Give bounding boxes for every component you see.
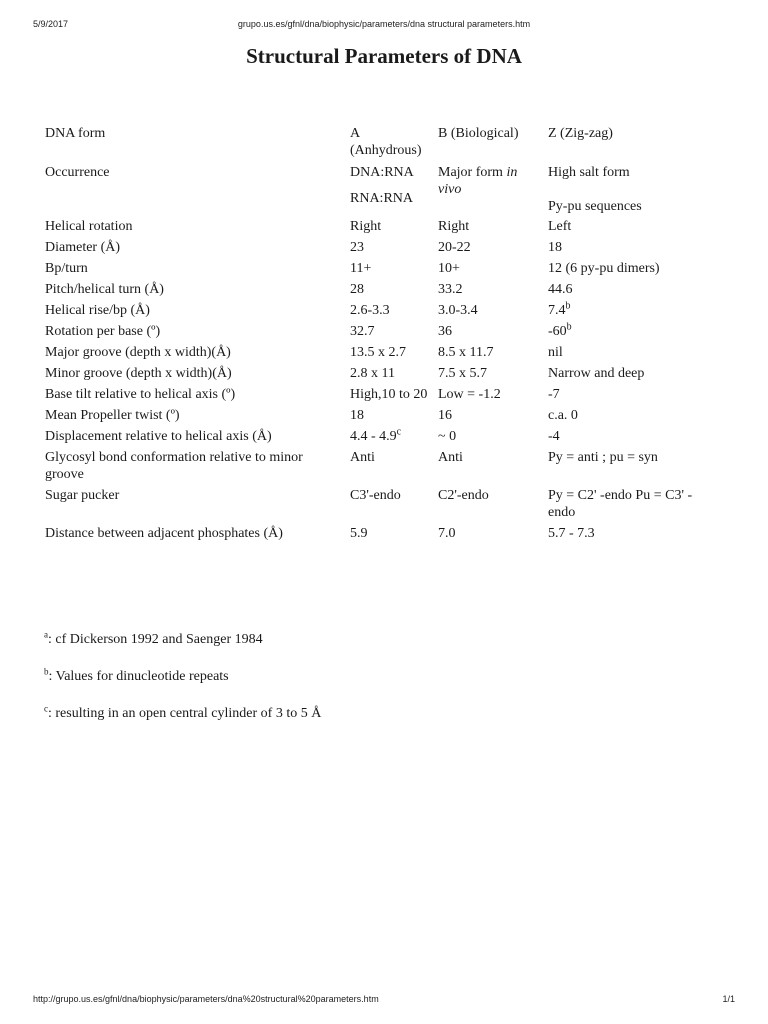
print-header-url: grupo.us.es/gfnl/dna/biophysic/parameters/dna structural parameters.htm bbox=[237, 19, 531, 29]
table-row bbox=[42, 302, 721, 323]
cell-b bbox=[435, 302, 545, 323]
cell-b-value: Right bbox=[438, 219, 470, 234]
row-label bbox=[42, 449, 347, 487]
footnote-a-mark: a bbox=[44, 629, 48, 640]
row-label-text: Major groove (depth x width)(Å) bbox=[45, 345, 231, 360]
print-footer-url: http://grupo.us.es/gfnl/dna/biophysic/parameters/dna%20structural%20parameters.htm bbox=[33, 994, 379, 1004]
cell-a-value: Anti bbox=[350, 450, 375, 465]
cell-a bbox=[347, 344, 435, 365]
row-label bbox=[42, 386, 347, 407]
cell-a bbox=[347, 428, 435, 449]
cell-b-value: 36 bbox=[438, 324, 452, 339]
cell-z bbox=[545, 428, 721, 449]
footnote-b bbox=[44, 666, 229, 685]
cell-z-value: 5.7 - 7.3 bbox=[548, 526, 595, 541]
cell-a bbox=[347, 239, 435, 260]
cell-b-value: 33.2 bbox=[438, 282, 463, 297]
row-label-text: Sugar pucker bbox=[45, 488, 120, 503]
row-label bbox=[42, 487, 347, 525]
cell-z-line1: High salt form bbox=[548, 165, 630, 180]
cell-z bbox=[545, 218, 721, 239]
footnote-reference: b bbox=[565, 300, 571, 312]
footnote-reference: b bbox=[566, 321, 572, 333]
row-label-text: Minor groove (depth x width)(Å) bbox=[45, 366, 232, 381]
cell-z-value: Narrow and deep bbox=[548, 366, 645, 381]
cell-z-value: Left bbox=[548, 219, 572, 234]
row-label bbox=[42, 365, 347, 386]
cell-b bbox=[435, 239, 545, 260]
cell-b bbox=[435, 428, 545, 449]
row-label-text: Helical rotation bbox=[45, 219, 133, 234]
cell-a-value: 28 bbox=[350, 282, 364, 297]
footnote-c-mark: c bbox=[44, 703, 48, 714]
row-label bbox=[42, 218, 347, 239]
row-label-text: Pitch/helical turn (Å) bbox=[45, 282, 164, 297]
header-cell-a-form: A (Anhydrous) bbox=[350, 126, 422, 158]
footnote-a bbox=[44, 629, 263, 648]
cell-a-value: C3'-endo bbox=[350, 488, 401, 503]
cell-z bbox=[545, 525, 721, 546]
cell-z-line2: Py-pu sequences bbox=[548, 199, 642, 214]
cell-z bbox=[545, 323, 721, 344]
cell-z-value: -7 bbox=[548, 387, 560, 402]
row-label bbox=[42, 344, 347, 365]
row-label-text: Bp/turn bbox=[45, 261, 88, 276]
cell-b bbox=[435, 487, 545, 525]
table-row bbox=[42, 365, 721, 386]
cell-a bbox=[347, 487, 435, 525]
header-cell-dna-form: DNA form bbox=[45, 126, 106, 141]
cell-a-line2: RNA:RNA bbox=[350, 191, 414, 206]
table-row bbox=[42, 239, 721, 260]
row-label-text: Rotation per base (º) bbox=[45, 324, 161, 339]
cell-z-value: Py = C2' -endo Pu = C3' -endo bbox=[548, 488, 693, 520]
cell-b-value: Anti bbox=[438, 450, 463, 465]
header-cell-z-form: Z (Zig-zag) bbox=[548, 126, 613, 141]
cell-b bbox=[435, 449, 545, 487]
print-header bbox=[0, 19, 768, 31]
cell-a-value: 32.7 bbox=[350, 324, 375, 339]
cell-b-value: 7.0 bbox=[438, 526, 456, 541]
cell-a-value: High,10 to 20 bbox=[350, 387, 428, 402]
page-title: Structural Parameters of DNA bbox=[246, 44, 522, 68]
row-label bbox=[42, 239, 347, 260]
cell-b-italic: in vivo bbox=[438, 165, 518, 197]
cell-z-value: -4 bbox=[548, 429, 560, 444]
cell-b-value: ~ 0 bbox=[438, 429, 457, 444]
table-row bbox=[42, 449, 721, 487]
footnote-c-text: : resulting in an open central cylinder of 3 to 5 Å bbox=[48, 706, 322, 721]
cell-a-value: 18 bbox=[350, 408, 364, 423]
cell-a bbox=[347, 449, 435, 487]
cell-b bbox=[435, 164, 545, 218]
cell-z-value: 7.4 bbox=[548, 303, 566, 318]
cell-b-value: 3.0-3.4 bbox=[438, 303, 478, 318]
row-label bbox=[42, 323, 347, 344]
cell-b bbox=[435, 407, 545, 428]
cell-z bbox=[545, 164, 721, 218]
cell-z bbox=[545, 386, 721, 407]
cell-b bbox=[435, 323, 545, 344]
cell-b-value: 7.5 x 5.7 bbox=[438, 366, 487, 381]
table-row bbox=[42, 386, 721, 407]
footnote-reference: c bbox=[396, 426, 402, 438]
table-row bbox=[42, 487, 721, 525]
row-label bbox=[42, 428, 347, 449]
row-label-text: Diameter (Å) bbox=[45, 240, 121, 255]
page-number: 1/1 bbox=[722, 994, 735, 1004]
cell-z-value: nil bbox=[548, 345, 563, 360]
print-date: 5/9/2017 bbox=[33, 19, 69, 29]
row-label bbox=[42, 260, 347, 281]
cell-b-value: Low = -1.2 bbox=[438, 387, 501, 402]
cell-a bbox=[347, 525, 435, 546]
cell-z-value: c.a. 0 bbox=[548, 408, 578, 423]
cell-a-value: 5.9 bbox=[350, 526, 368, 541]
table-row bbox=[42, 407, 721, 428]
cell-b-value: C2'-endo bbox=[438, 488, 489, 503]
row-label bbox=[42, 407, 347, 428]
cell-a-value: 23 bbox=[350, 240, 364, 255]
cell-a bbox=[347, 365, 435, 386]
cell-z bbox=[545, 239, 721, 260]
row-label bbox=[42, 281, 347, 302]
cell-a bbox=[347, 281, 435, 302]
cell-z bbox=[545, 449, 721, 487]
cell-a-value: 2.6-3.3 bbox=[350, 303, 390, 318]
cell-z bbox=[545, 260, 721, 281]
row-label-text: Mean Propeller twist (º) bbox=[45, 408, 180, 423]
footnote-a-text: : cf Dickerson 1992 and Saenger 1984 bbox=[48, 632, 263, 647]
cell-z bbox=[545, 344, 721, 365]
cell-b bbox=[435, 386, 545, 407]
cell-b-value: 16 bbox=[438, 408, 452, 423]
cell-b-value: 8.5 x 11.7 bbox=[438, 345, 494, 360]
cell-z-value: -60 bbox=[548, 324, 567, 339]
table-row bbox=[42, 428, 721, 449]
cell-a-value: 13.5 x 2.7 bbox=[350, 345, 406, 360]
parameters-table bbox=[42, 123, 721, 546]
cell-z-value: Py = anti ; pu = syn bbox=[548, 450, 658, 465]
footnote-c bbox=[44, 703, 322, 722]
cell-b bbox=[435, 365, 545, 386]
cell-b-value: 20-22 bbox=[438, 240, 471, 255]
cell-z-value: 18 bbox=[548, 240, 562, 255]
cell-a-line1: DNA:RNA bbox=[350, 165, 414, 180]
cell-a bbox=[347, 407, 435, 428]
row-label bbox=[42, 302, 347, 323]
footnote-b-text: : Values for dinucleotide repeats bbox=[48, 669, 229, 684]
cell-z-value: 12 (6 py-pu dimers) bbox=[548, 261, 660, 276]
footnote-b-mark: b bbox=[44, 666, 49, 677]
cell-b-text: Major form bbox=[438, 165, 507, 180]
header-cell-b-form: B (Biological) bbox=[438, 126, 519, 141]
cell-a-value: 2.8 x 11 bbox=[350, 366, 395, 381]
row-label bbox=[42, 525, 347, 546]
row-label-text: Distance between adjacent phosphates (Å) bbox=[45, 526, 283, 541]
cell-b bbox=[435, 525, 545, 546]
cell-a-value: 4.4 - 4.9 bbox=[350, 429, 397, 444]
table-header-row bbox=[42, 123, 721, 164]
row-label-text: Base tilt relative to helical axis (º) bbox=[45, 387, 236, 402]
cell-b-value: 10+ bbox=[438, 261, 460, 276]
cell-a bbox=[347, 260, 435, 281]
cell-a bbox=[347, 386, 435, 407]
cell-b bbox=[435, 260, 545, 281]
row-label-text: Glycosyl bond conformation relative to minor groove bbox=[45, 450, 303, 482]
table-row bbox=[42, 260, 721, 281]
cell-z-value: 44.6 bbox=[548, 282, 573, 297]
cell-a bbox=[347, 302, 435, 323]
cell-z bbox=[545, 365, 721, 386]
row-label: Occurrence bbox=[45, 165, 110, 180]
cell-b bbox=[435, 281, 545, 302]
table-row bbox=[42, 323, 721, 344]
cell-z bbox=[545, 487, 721, 525]
row-label-text: Helical rise/bp (Å) bbox=[45, 303, 150, 318]
cell-z bbox=[545, 281, 721, 302]
cell-z bbox=[545, 302, 721, 323]
table-row bbox=[42, 525, 721, 546]
cell-b bbox=[435, 218, 545, 239]
cell-a bbox=[347, 164, 435, 218]
cell-a bbox=[347, 218, 435, 239]
table-row bbox=[42, 218, 721, 239]
cell-z bbox=[545, 407, 721, 428]
cell-a-value: 11+ bbox=[350, 261, 372, 276]
table-row bbox=[42, 281, 721, 302]
table-row-occurrence bbox=[42, 164, 721, 218]
cell-a-value: Right bbox=[350, 219, 382, 234]
cell-b bbox=[435, 344, 545, 365]
row-label-text: Displacement relative to helical axis (Å) bbox=[45, 429, 272, 444]
table-row bbox=[42, 344, 721, 365]
print-footer bbox=[0, 994, 768, 1006]
cell-a bbox=[347, 323, 435, 344]
